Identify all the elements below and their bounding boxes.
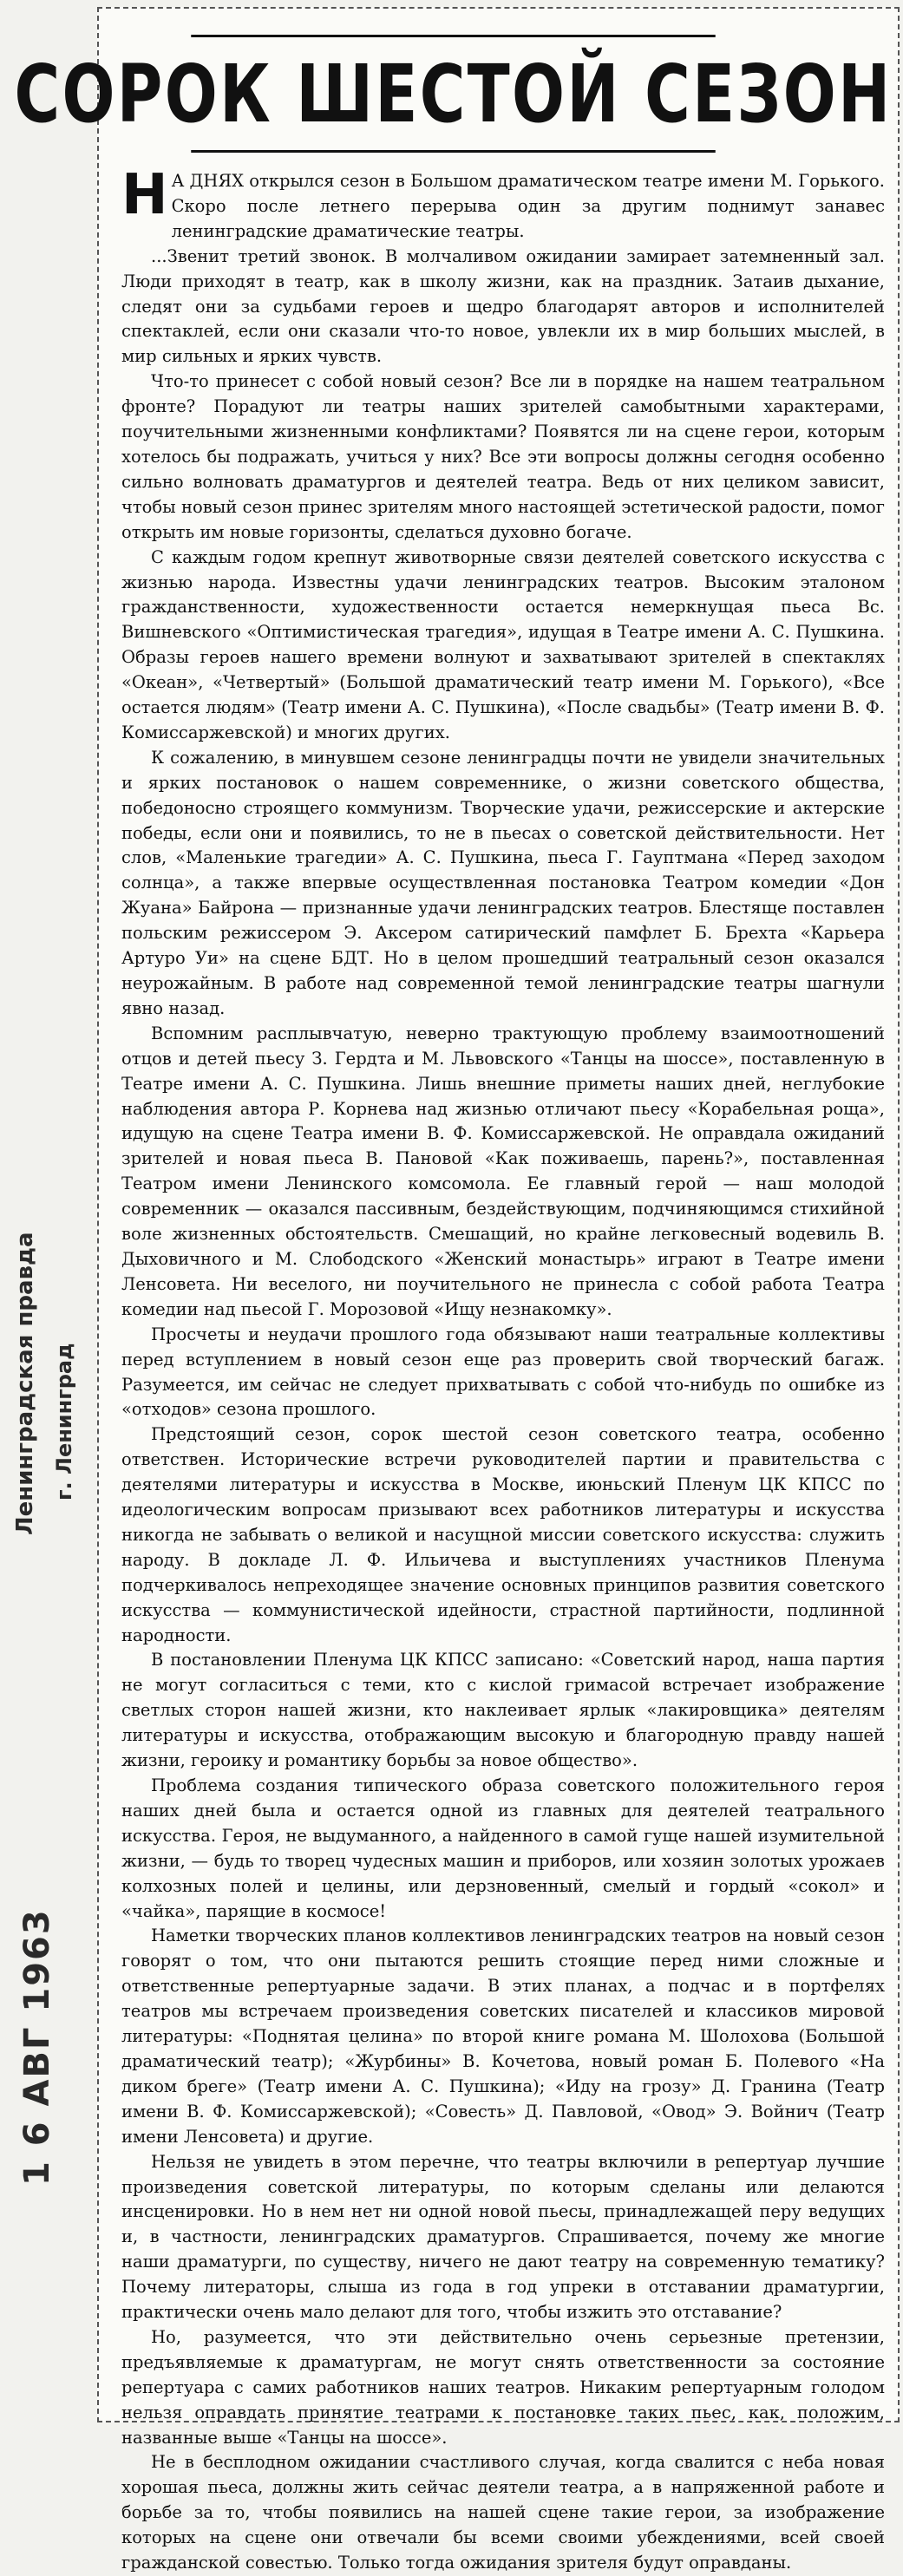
paragraph-3: Что-то принесет с собой новый сезон? Все ли в порядке на нашем театральном фронте? Порадуют ли театры наших зрителей самобытными характерами, поучительными жизненными конфликтами? Появятся ли на сцене герои, которым хотелось бы подражать, учиться у них? Все эти вопросы должны сегодня особенно сильно волновать драматургов и деятелей театра. Ведь от них целиком зависит, чтобы новый сезон принес зрителям много настоящей эстетической радости, помог открыть им новые горизонты, сделаться духовно богаче.: [121, 371, 885, 542]
paragraph-7: Просчеты и неудачи прошлого года обязывают наши театральные коллективы перед вступлением в новый сезон еще раз проверить свой творческий багаж. Разумеется, им сейчас не следует прихватывать с собой что-нибудь по ошибке из «отходов» сезона прошлого.: [121, 1324, 885, 1420]
city-stamp: г. Ленинград: [52, 1343, 76, 1500]
article-body: [121, 163, 885, 2576]
paragraph-12: Нельзя не увидеть в этом перечне, что театры включили в репертуар лучшие произведения советской литературы, по которым сделаны или делаются инсценировки. Но в нем нет ни одной новой пьесы, принадлежащей перу ведущих и, в частности, ленинградских драматургов. Спрашивается, почему же многие наши драматурги, по существу, ничего не дают театру на современную тематику? Почему литераторы, слыша из года в год упреки в отставании драматургии, практически очень мало делают для того, чтобы изжить это отставание?: [121, 2151, 885, 2323]
paragraph-11: Наметки творческих планов коллективов ленинградских театров на новый сезон говорят о том, что они пытаются решить стоящие перед ними сложные и ответственные репертуарные задачи. В этих планах, а подчас и в портфелях театров мы встречаем произведения советских писателей и классиков мировой литературы: «Поднятая целина» по второй книге романа М. Шолохова (Большой драматический театр); «Журбины» В. Кочетова, новый роман Б. Полевого «На диком бреге» (Театр имени А. С. Пушкина); «Иду на грозу» Д. Гранина (Театр имени В. Ф. Комиссаржевской); «Совесть» Д. Павловой, «Овод» Э. Войнич (Театр имени Ленсовета) и другие.: [121, 1925, 885, 2147]
paragraph-14: Не в бесплодном ожидании счастливого случая, когда свалится с неба новая хорошая пьеса, должны жить сейчас деятели театра, а в напряженной работе и борьбе за то, чтобы появились на нашей сцене такие герои, за изображение которых на сцене они отвечали бы всеми своими убеждениями, всей своей гражданской совестью. Только тогда ожидания зрителя будут оправданы.: [121, 2452, 885, 2573]
paragraph-10: Проблема создания типического образа советского положительного героя наших дней была и остается одной из главных для деятелей театрального искусства. Героя, не выдуманного, а найденного в самой гуще нашей изумительной жизни, — будь то творец чудесных машин и приборов, или хозяин золотых урожаев колхозных полей и целины, или дерзновенный, смелый и гордый «сокол» и «чайка», парящие в космосе!: [121, 1775, 885, 1921]
paragraph-text: А ДНЯХ открылся сезон в Большом драматическом театре имени М. Горького. Скоро после летнего перерыва один за другим поднимут занавес ленинградские драматические театры.: [171, 171, 885, 241]
paragraph-6: Вспомним расплывчатую, неверно трактующую проблему взаимоотношений отцов и детей пьесу З. Гердта и М. Львовского «Танцы на шоссе», поставленную в Театре имени А. С. Пушкина. Лишь внешние приметы наших дней, неглубокие наблюдения автора Р. Корнева над жизнью отличают пьесу «Корабельная роща», идущую на сцене Театра имени В. Ф. Комиссаржевской. Не оправдала ожиданий зрителей и новая пьеса В. Пановой «Как поживаешь, парень?», поставленная Театром имени Ленинского комсомола. Ее главный герой — наш молодой современник — оказался пассивным, бездействующим, подчиняющимся стихийной воле жизненных обстоятельств. Смешащий, но крайне легковесный водевиль В. Дыховичного и М. Слободского «Женский монастырь» играют в Театре имени Ленсовета. Ни веселого, ни поучительного не принесла с собой работа Театра комедии над пьесой Г. Морозовой «Ищу незнакомку».: [121, 1023, 885, 1319]
paragraph-2: ...Звенит третий звонок. В молчаливом ожидании замирает затемненный зал. Люди приходят в театр, как в школу жизни, как на праздник. Затаив дыхание, следят они за судьбами героев и щедро благодарят авторов и исполнителей спектаклей, если они сказали что-то новое, увлекли их в мир больших мыслей, в мир сильных и ярких чувств.: [121, 245, 885, 367]
paragraph-9: В постановлении Пленума ЦК КПСС записано: «Советский народ, наша партия не могут согласиться с теми, кто с кислой гримасой встречает изображение светлых сторон нашей жизни, кто наклеивает ярлык «лакировщика» деятелям литературы и искусства, отображающим высокую и благородную правду нашей жизни, героику и романтику борьбы за новое общество».: [121, 1650, 885, 1771]
drop-cap: Н: [121, 163, 168, 227]
headline: СОРОК ШЕСТОЙ СЕЗОН: [191, 35, 716, 153]
date-stamp: 1 6 АВГ 1963: [17, 1908, 57, 2186]
paragraph-13: Но, разумеется, что эти действительно очень серьезные претензии, предъявляемые к драматургам, не могут снять ответственности за состояние репертуара с самих работников наших театров. Никаким репертуарным голодом нельзя оправдать принятие театрами к постановке таких пьес, как, положим, названные выше «Танцы на шоссе».: [121, 2326, 885, 2448]
paragraph-4: С каждым годом крепнут животворные связи деятелей советского искусства с жизнью народа. Известны удачи ленинградских театров. Высоким эталоном гражданственности, художественности остается немеркнущая пьеса Вс. Вишневского «Оптимистическая трагедия», идущая в Театре имени А. С. Пушкина. Образы героев нашего времени волнуют и захватывают зрителей в спектаклях «Океан», «Четвертый» (Большой драматический театр имени М. Горького), «Все остается людям» (Театр имени А. С. Пушкина), «После свадьбы» (Театр имени В. Ф. Комиссаржевской) и многих других.: [121, 546, 885, 742]
newspaper-stamp: Ленинградская правда: [12, 1232, 38, 1535]
paragraph-5: К сожалению, в минувшем сезоне ленинградцы почти не увидели значительных и ярких постановок о нашем современнике, о жизни советского общества, победоносно строящего коммунизм. Творческие удачи, режиссерские и актерские победы, если они и появились, то не в пьесах о советской действительности. Нет слов, «Маленькие трагедии» А. С. Пушкина, пьеса Г. Гауптмана «Перед заходом солнца», а также впервые осуществленная постановка Театром комедии «Дон Жуана» Байрона — признанные удачи ленинградских театров. Блестяще поставлен польским режиссером Э. Аксером сатирический памфлет Б. Брехта «Карьера Артуро Уи» на сцене БДТ. Но в целом прошедший театральный сезон оказался неурожайным. В работе над современной темой ленинградские театры шагнули явно назад.: [121, 747, 885, 1018]
paragraph-1: [121, 163, 885, 245]
paragraph-8: Предстоящий сезон, сорок шестой сезон советского театра, особенно ответствен. Исторические встречи руководителей партии и правительства с деятелями литературы и искусства в Москве, июньский Пленум ЦК КПСС по идеологическим вопросам призывают всех работников литературы и искусства никогда не забывать о великой и насущной миссии советского искусства: служить народу. В докладе Л. Ф. Ильичева и выступлениях участников Пленума подчеркивалось непреходящее значение основных принципов развития советского искусства — коммунистической идейности, страстной партийности, подлинной народности.: [121, 1424, 885, 1645]
